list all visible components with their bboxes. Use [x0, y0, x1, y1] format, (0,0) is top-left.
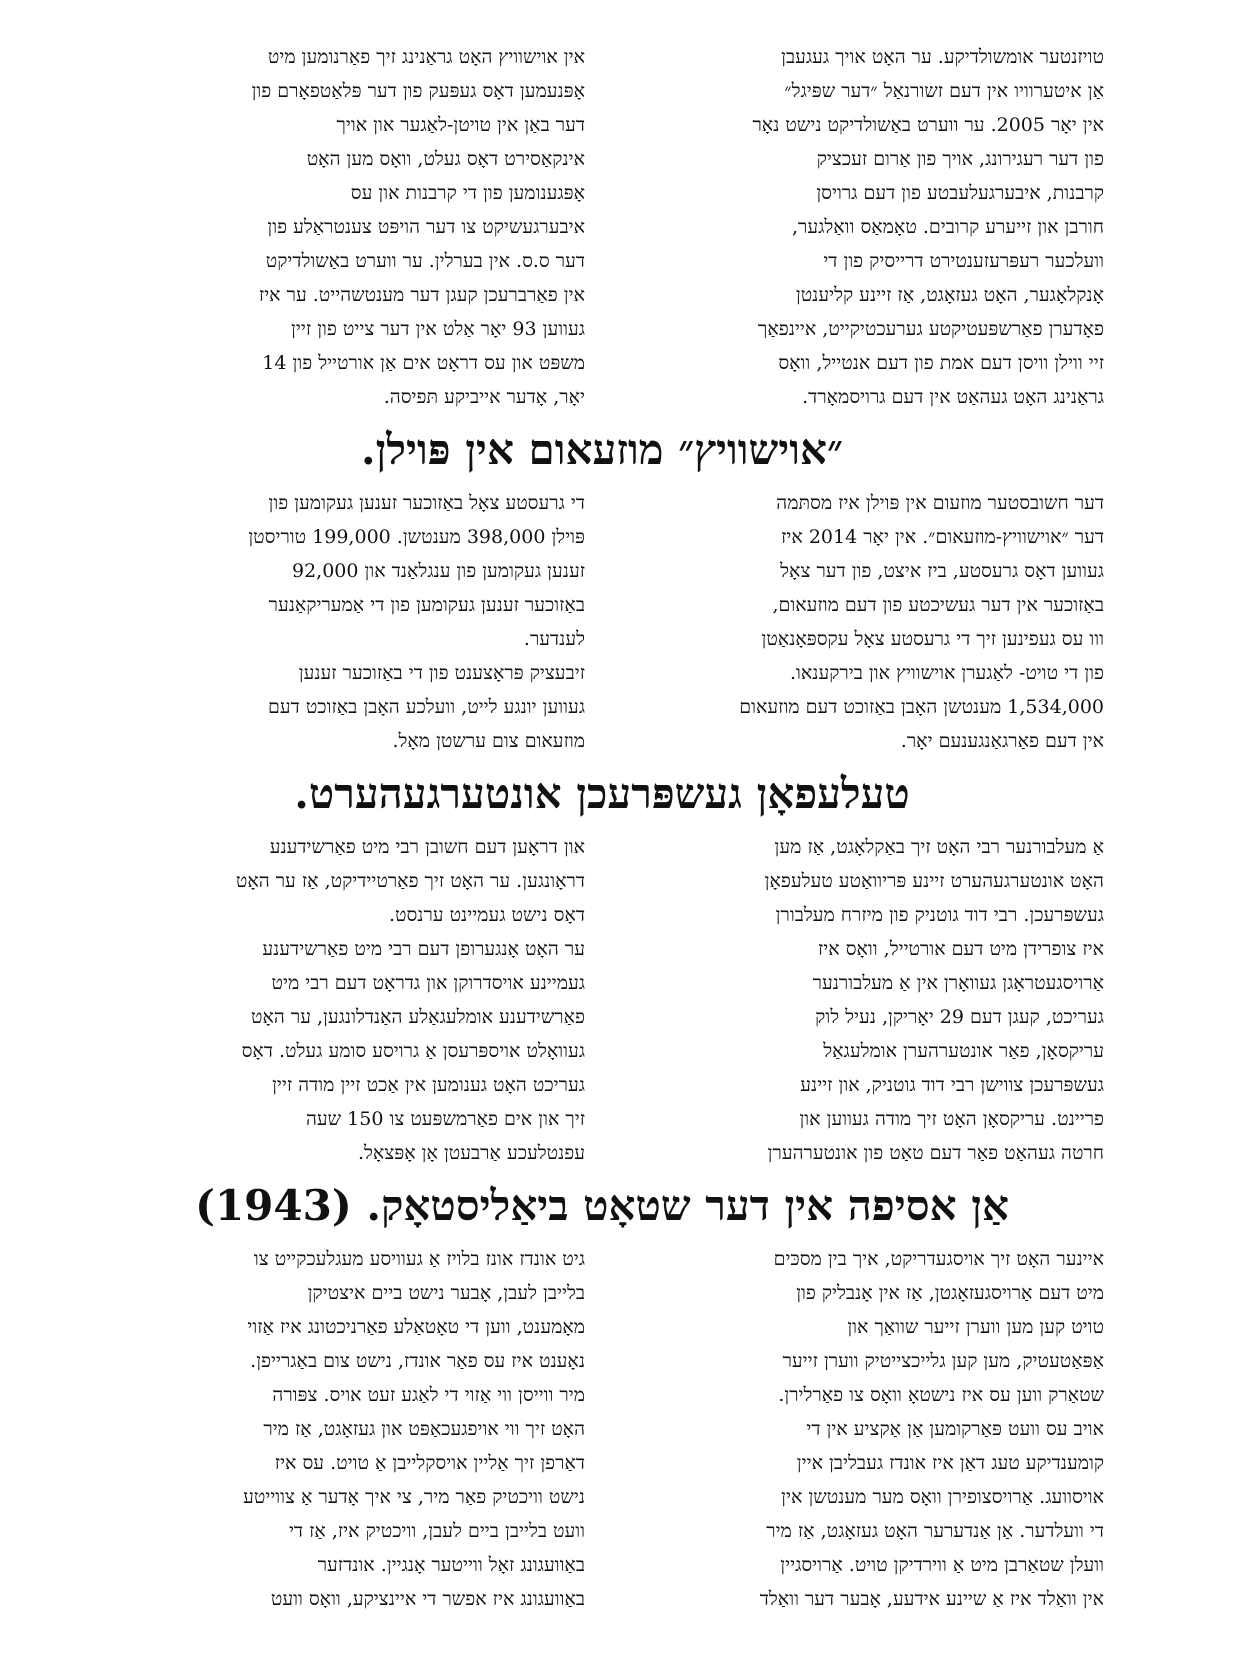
text-line: אַרויסגעטראָגן געוואָרן אין אַ מעלבורנער — [812, 972, 1104, 994]
section-heading: טעלעפאָן געשפּרעכן אונטערגעהערט. — [294, 769, 910, 818]
left-column — [100, 40, 585, 414]
text-line: זיבעציק פּראָצענט פון די באַזוכער זענען — [298, 662, 585, 684]
left-column — [100, 486, 585, 758]
text-line: זענען געקומען פון ענגלאַנד און 92,000 — [292, 560, 585, 582]
left-column — [100, 830, 585, 1170]
text-line: באַוועגונג איז אפשר די איינציקע, וואָס וועט — [270, 1588, 585, 1610]
text-line: נישט וויכטיק פאַר מיר, צי איך אָדער אַ צווייטע — [243, 1486, 585, 1508]
section-auschwitz-museum — [100, 424, 1104, 758]
text-line: חרטה געהאַט פאַר דעם טאַט פון אונטערהערן — [767, 1142, 1104, 1164]
text-line: אין וואַלד איז אַ שיינע אידעע, אָבער דער וואַלד — [759, 1588, 1104, 1610]
text-line: אַן איטערוויו אין דעם זשורנאַל ״דער שפּיגל״ — [784, 80, 1104, 102]
text-line: האָט זיך ווי אויפגעכאַפּט און געזאָגט, אַז מיר — [263, 1418, 585, 1440]
text-line: וועלכער רעפּרעזענטירט דרייסיק פון די — [823, 250, 1104, 272]
text-line: וועט בלייבן ביים לעבן, וויכטיק איז, אַז די — [288, 1520, 585, 1542]
text-line: טויזנטער אומשולדיקע. ער האָט אויך געגעבן — [781, 46, 1104, 68]
text-line: עריקסאָן, פאַר אונטערהערן אומלעגאַל — [823, 1040, 1104, 1062]
two-column-text — [100, 486, 1104, 758]
text-line: אינקאַסירט דאָס געלט, וואָס מען האָט — [306, 148, 585, 170]
text-line: אין אוישוויץ האָט גראַנינג זיך פאַרנומען מיט — [267, 46, 585, 68]
text-line: איז צופרידן מיט דעם אורטייל, וואָס איז — [817, 938, 1104, 960]
text-line: אין פאַרברעכן קעגן דער מענטשהייט. ער איז — [258, 284, 585, 306]
section-phone-wiretap — [100, 768, 1104, 1170]
section-heading: אַן אסיפה אין דער שטאָט ביאַליסטאָק. (1943) — [195, 1181, 1009, 1230]
text-line: איבערגעשיקט צו דער הויפּט צענטראַלע פון — [267, 216, 585, 238]
text-line: געשפּרעכן. רבי דוד גוטניק פון מיזרח מעלבורן — [775, 904, 1104, 926]
text-line: נאָענט איז עס פאַר אונדז, נישט צום באַגרייפן. — [250, 1350, 585, 1372]
text-line: פון די טויט- לאַגערן אוישוויץ און בירקענאו. — [789, 662, 1104, 684]
text-line: מיט דעם אַרויסגעזאָגטן, אַז אין אָנבליק פון — [796, 1282, 1104, 1304]
text-line: זיך און אים פאַרמשפּעט צו 150 שעה — [305, 1108, 585, 1130]
text-line: מוזעאום צום ערשטן מאָל. — [392, 730, 585, 752]
text-line: בלייבן לעבן, אָבער נישט ביים איצטיקן — [307, 1282, 585, 1304]
text-line: דאַרפן זיך אַליין אויסקלייבן אַ טויט. עס איז — [274, 1452, 585, 1474]
section-bialystok-meeting — [100, 1180, 1104, 1616]
text-line: יאָר, אָדער אייביקע תּפיסה. — [383, 386, 585, 408]
text-line: באַזוכער אין דער געשיכטע פון דעם מוזעאום, — [772, 594, 1104, 616]
text-line: אַפּאַטעטיק, מען קען גלייכצייטיק ווערן זייער — [782, 1350, 1104, 1372]
text-line: קרבנות, איבערגעלעבטע פון דעם גרויסן — [816, 182, 1104, 204]
right-column — [619, 486, 1104, 758]
text-line: דער חשובסטער מוזעום אין פּוילן איז מסתּמה — [776, 492, 1104, 514]
text-line: דער באַן אין טויטן-לאַגער און אויך — [336, 114, 585, 136]
text-line: געריכט האָט גענומען אין אַכט זיין מודה זיין — [272, 1074, 585, 1096]
text-line: אַ מעלבורנער רבי האָט זיך באַקלאָגט, אַז מען — [774, 836, 1104, 858]
text-line: דראָונגען. ער האָט זיך פאַרטיידיקט, אַז ער האָט — [235, 870, 585, 892]
text-line: געריכט, קעגן דעם 29 יאָריקן, נעיל לוק — [815, 1006, 1104, 1028]
text-line: ווו עס געפינען זיך די גרעסטע צאָל עקספּאָנאַטן — [761, 628, 1104, 650]
text-line: איינער האָט זיך אויסגעדריקט, איך בין מסכּים — [773, 1248, 1104, 1270]
text-line: אין דעם פאַרגאַנגענעם יאָר. — [900, 730, 1104, 752]
text-line: די וועלדער. אַן אַנדערער האָט געזאָגט, אַז מיר — [766, 1520, 1104, 1542]
text-line: געווען דאָס גרעסטע, ביז איצט, פון דער צאָל — [780, 560, 1104, 582]
right-column — [619, 1242, 1104, 1616]
text-line: פון דער רעגירונג, אויך פון אַרום זעכציק — [816, 148, 1104, 170]
two-column-text — [100, 40, 1104, 414]
text-line: אויסוועג. אַרויסצופירן וואָס מער מענטשן אין — [781, 1486, 1104, 1508]
section-groening — [100, 40, 1104, 414]
text-line: געווען 93 יאָר אַלט אין דער צייט פון זיין — [291, 318, 585, 340]
text-line: אָפּגענומען פון די קרבנות און עס — [350, 182, 585, 204]
text-line: געווען יונגע לייט, וועלכע האָבן באַזוכט דעם — [268, 696, 585, 718]
text-line: חורבן און זייערע קרובים. טאָמאַס וואַלגער, — [792, 216, 1104, 238]
text-line: פאַרשידענע אומלעגאַלע האַנדלונגען, ער האָט — [251, 1006, 585, 1028]
text-line: 1,534,000 מענטשן האָבן באַזוכט דעם מוזעאום — [739, 696, 1104, 718]
text-line: געוואָלט אויספּרעסן אַ גרויסע סומע געלט. דאָס — [241, 1040, 585, 1062]
text-line: וועלן שטאַרבן מיט אַ ווירדיקן טויט. אַרויסגיין — [780, 1554, 1104, 1576]
text-line: באַוועגונג זאָל ווייטער אָנגיין. אונדזער — [317, 1554, 585, 1576]
text-line: עפנטלעכע אַרבעטן אָן אָפּצאָל. — [357, 1142, 585, 1164]
text-line: און דראָען דעם חשובן רבי מיט פאַרשידענע — [269, 836, 585, 858]
text-line: ער האָט אָנגערופן דעם רבי מיט פאַרשידענע — [262, 938, 585, 960]
text-line: קומענדיקע טעג דאַן איז אונדז געבליבן איין — [796, 1452, 1104, 1474]
text-line: שטאַרק ווען עס איז נישטאָ וואָס צו פאַרלירן. — [778, 1384, 1104, 1406]
text-line: פריינט. עריקסאָן האָט זיך מודה געווען און — [799, 1108, 1104, 1130]
right-column — [619, 830, 1104, 1170]
text-line: געמיינע אויסדרוקן און גדראָט דעם רבי מיט — [271, 972, 585, 994]
text-line: האָט אונטערגעהערט זיינע פּריוואַטע טעלעפאָן — [764, 870, 1104, 892]
two-column-text — [100, 1242, 1104, 1616]
text-line: אָנקלאָגער, האָט געזאָגט, אַז זיינע קליענטן — [795, 284, 1104, 306]
section-heading: ״אוישוויץ״ מוזעאום אין פּוילן. — [361, 425, 843, 474]
text-line: גיט אונדז אונז בלויז אַ געוויסע מעגלעכקייט צו — [253, 1248, 585, 1270]
text-line: משפּט און עס דראָט אים אַן אורטייל פון 14 — [262, 352, 585, 374]
text-line: מיר ווייסן ווי אַזוי די לאַגע זעט אויס. צפּורה — [272, 1384, 585, 1406]
text-line: דער ״אוישוויץ-מוזעאום״. אין יאָר 2014 איז — [781, 526, 1104, 548]
text-line: זיי ווילן וויסן דעם אמת פון דעם אנטייל, וואָס — [778, 352, 1104, 374]
text-line: מאָמענט, ווען די טאָטאַלע פאַרניכטונג איז אַזוי — [247, 1316, 585, 1338]
text-line: פאָדערן פאַרשפּעטיקטע גערעכטיקייט, איינפאַך — [758, 318, 1104, 340]
text-line: אין יאָר 2005. ער ווערט באַשולדיקט נישט נאָר — [752, 114, 1104, 136]
text-line: די גרעסטע צאָל באַזוכער זענען געקומען פון — [268, 492, 585, 514]
text-line: באַזוכער זענען געקומען פון די אַמעריקאַנער — [268, 594, 585, 616]
text-line: דער ס.ס. אין בערלין. ער ווערט באַשולדיקט — [265, 250, 585, 272]
right-column — [619, 40, 1104, 414]
left-column — [100, 1242, 585, 1616]
text-line: דאָס נישט געמיינט ערנסט. — [388, 904, 585, 926]
text-line: אויב עס וועט פּאַרקומען אַן אַקציע אין די — [806, 1418, 1104, 1440]
two-column-text — [100, 830, 1104, 1170]
text-line: אָפּנעמען דאָס געפּעק פון דער פּלאַטפאָרם פון — [251, 80, 585, 102]
text-line: געשפּרעכן צווישן רבי דוד גוטניק, און זיינע — [800, 1074, 1104, 1096]
text-line: פּוילן 398,000 מענטשן. 199,000 טוריסטן — [248, 526, 585, 548]
text-line: גראַנינג האָט געהאַט אין דעם גרויסמאָרד. — [802, 386, 1104, 408]
text-line: לענדער. — [523, 628, 585, 650]
text-line: טויט קען מען ווערן זייער שוואַך און — [847, 1316, 1104, 1338]
